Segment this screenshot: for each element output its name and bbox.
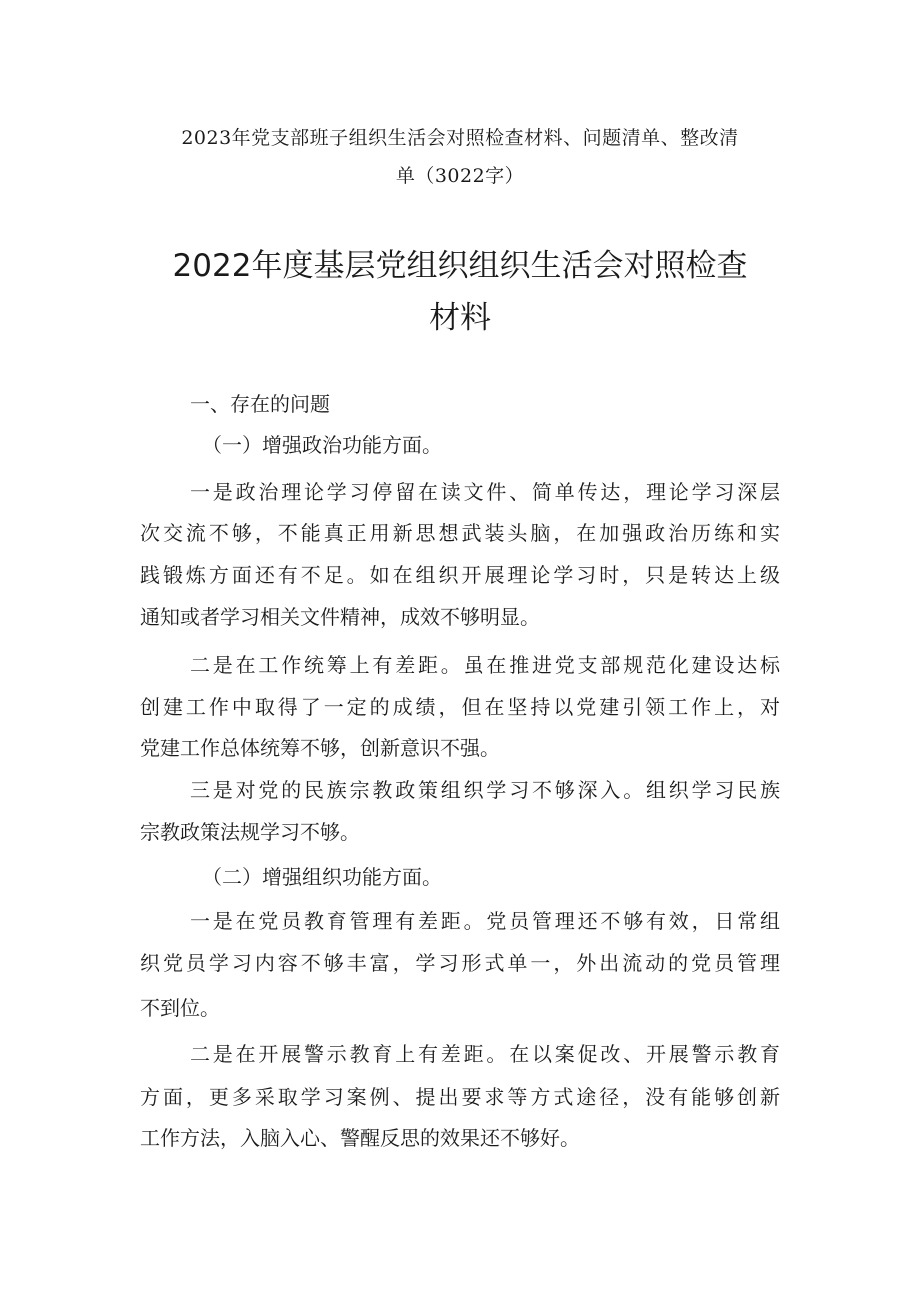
document-header-line-1: 2023年党支部班子组织生活会对照检查材料、问题清单、整改清: [181, 127, 739, 149]
paragraph-line: 工作方法，入脑入心、警醒反思的效果还不够好。: [140, 1126, 580, 1150]
paragraph-line: 方面，更多采取学习案例、提出要求等方式途径，没有能够创新: [140, 1085, 780, 1109]
paragraph-line: 二是在工作统筹上有差距。虽在推进党支部规范化建设达标: [190, 653, 780, 677]
document-header-line-2: 单（3022字）: [395, 165, 525, 187]
section-heading: 一、存在的问题: [190, 392, 330, 416]
paragraph-line: 党建工作总体统筹不够，创新意识不强。: [140, 736, 500, 760]
paragraph-line: 一是政治理论学习停留在读文件、简单传达，理论学习深层: [190, 480, 780, 504]
paragraph-line: 三是对党的民族宗教政策组织学习不够深入。组织学习民族: [190, 778, 780, 802]
paragraph-line: 一是在党员教育管理有差距。党员管理还不够有效，日常组: [190, 909, 780, 933]
document-title-line-1: 2022年度基层党组织组织生活会对照检查: [172, 248, 748, 284]
paragraph-line: 织党员学习内容不够丰富，学习形式单一，外出流动的党员管理: [140, 951, 780, 975]
paragraph-line: 通知或者学习相关文件精神，成效不够明显。: [140, 605, 540, 629]
paragraph-line: 创建工作中取得了一定的成绩，但在坚持以党建引领工作上，对: [140, 695, 780, 719]
paragraph-line: 宗教政策法规学习不够。: [140, 820, 360, 844]
document-title-line-2: 材料: [429, 300, 491, 336]
subsection-heading: （二）增强组织功能方面。: [202, 865, 442, 889]
paragraph-line: 不到位。: [140, 996, 220, 1020]
paragraph-line: 次交流不够，不能真正用新思想武装头脑，在加强政治历练和实: [140, 521, 780, 545]
paragraph-line: 践锻炼方面还有不足。如在组织开展理论学习时，只是转达上级: [140, 563, 780, 587]
subsection-heading: （一）增强政治功能方面。: [202, 433, 442, 457]
paragraph-line: 二是在开展警示教育上有差距。在以案促改、开展警示教育: [190, 1042, 780, 1066]
